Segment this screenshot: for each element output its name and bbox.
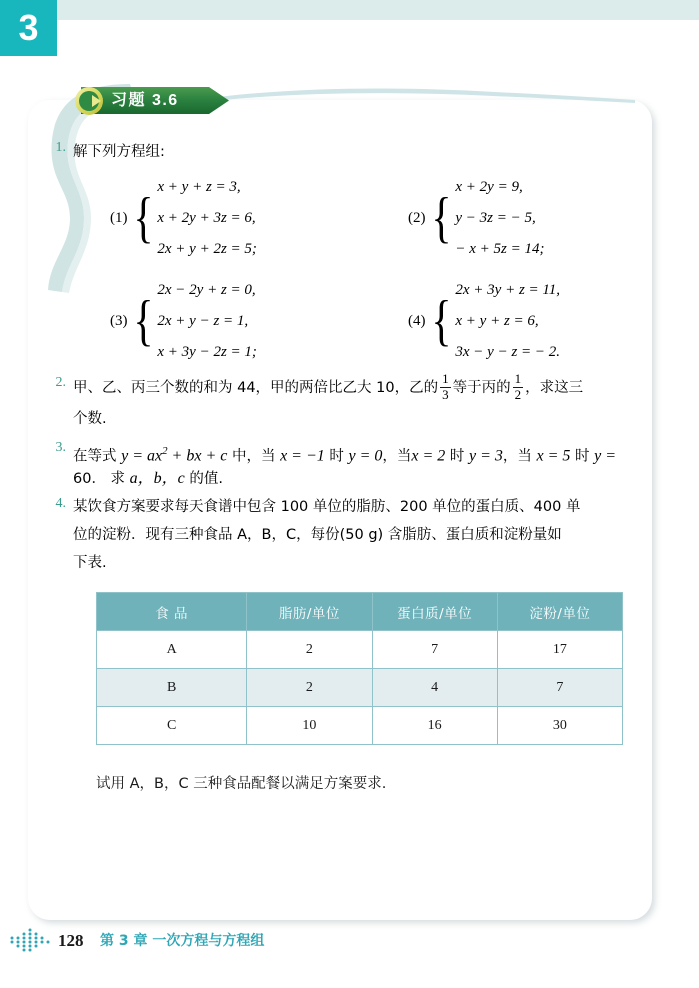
equation: 2x − 2y + z = 0,	[157, 282, 256, 298]
dot-pattern-icon	[8, 928, 52, 954]
cell-starch: 7	[497, 669, 622, 707]
equation-system-4	[408, 275, 560, 368]
fraction-numerator: 1	[514, 371, 522, 386]
condition-y1: y = 0	[348, 447, 383, 465]
cell-fat: 10	[247, 707, 372, 745]
chapter-number-tab: 3	[0, 0, 57, 56]
column-header-protein: 蛋白质/单位	[372, 593, 497, 631]
equation: x + y + z = 6,	[455, 313, 539, 329]
column-header-fat: 脂肪/单位	[247, 593, 372, 631]
condition-y2: y = 3	[469, 447, 503, 465]
cell-food: C	[97, 707, 247, 745]
problem-2-text-a: 甲、乙、丙三个数的和为 44，甲的两倍比乙大 10，乙的	[73, 379, 439, 396]
table-row	[97, 631, 623, 669]
system-1-label: (1)	[110, 210, 128, 226]
problem-2-line-1	[73, 372, 583, 402]
cell-food: B	[97, 669, 247, 707]
problem-3-formula-2: + bx + c	[167, 447, 228, 465]
problem-number-2: 2.	[55, 375, 66, 390]
equation: 2x + y + 2z = 5;	[157, 241, 257, 257]
condition-x1: x = −1	[280, 447, 325, 465]
problem-number-1: 1.	[55, 140, 66, 155]
page-footer	[0, 928, 699, 962]
column-header-starch: 淀粉/单位	[497, 593, 622, 631]
fraction-one-half	[513, 372, 524, 402]
column-header-food: 食 品	[97, 593, 247, 631]
cell-starch: 17	[497, 631, 622, 669]
problem-number-4: 4.	[55, 496, 66, 511]
brace-icon: {	[132, 186, 154, 249]
fraction-denominator: 3	[442, 386, 449, 402]
cell-food: A	[97, 631, 247, 669]
table-row	[97, 669, 623, 707]
problem-1-stem: 解下列方程组:	[73, 144, 165, 160]
banner-title: 习题 3.6	[111, 92, 179, 109]
problem-3-text-c: 60． 求	[73, 471, 130, 487]
system-4-label: (4)	[408, 313, 426, 329]
closing-instruction: 试用 A，B，C 三种食品配餐以满足方案要求.	[96, 776, 387, 792]
equation: 2x + y − z = 1,	[157, 313, 249, 329]
problem-3-text-a: 在等式	[73, 448, 122, 465]
equation: x + 2y = 9,	[455, 179, 523, 195]
brace-icon: {	[430, 289, 452, 352]
equation: x + 3y − 2z = 1;	[157, 344, 257, 360]
cell-fat: 2	[247, 669, 372, 707]
table-row	[97, 707, 623, 745]
exponent: 2	[162, 445, 168, 457]
equation-system-3	[110, 275, 257, 368]
problem-4-line-1: 某饮食方案要求每天食谱中包含 100 单位的脂肪、200 单位的蛋白质、400 单	[73, 499, 581, 515]
cell-starch: 30	[497, 707, 622, 745]
problem-3-text-d: 的值.	[184, 471, 223, 487]
page-number: 128	[58, 931, 84, 950]
cell-protein: 4	[372, 669, 497, 707]
condition-y3: y =	[594, 447, 617, 465]
equation: y − 3z = − 5,	[455, 210, 536, 226]
equation: x + 2y + 3z = 6,	[157, 210, 256, 226]
problem-number-3: 3.	[55, 440, 66, 455]
problem-3-line-1	[73, 438, 616, 469]
brace-icon: {	[132, 289, 154, 352]
fraction-one-third	[440, 372, 451, 402]
top-decorative-band	[0, 0, 699, 20]
footer-chapter-title: 第 3 章 一次方程与方程组	[100, 933, 265, 949]
cell-protein: 16	[372, 707, 497, 745]
conj-2: ，当	[502, 448, 537, 465]
unknowns-abc: a，b，c	[129, 470, 185, 487]
nutrition-table	[96, 592, 623, 745]
fraction-denominator: 2	[514, 386, 522, 402]
condition-x2: x = 2	[411, 447, 446, 465]
system-3-label: (3)	[110, 313, 128, 329]
condition-x3: x = 5	[536, 447, 571, 465]
equation-system-2	[408, 172, 545, 265]
system-2-label: (2)	[408, 210, 426, 226]
problem-3-formula: y = ax	[121, 447, 163, 465]
time-word-1: 时	[324, 448, 349, 465]
equation: x + y + z = 3,	[157, 179, 241, 195]
equation: 2x + 3y + z = 11,	[455, 282, 561, 298]
time-word-2: 时	[445, 448, 470, 465]
problem-2-text-c: ，求这三	[525, 379, 584, 396]
equation: 3x − y − z = − 2.	[455, 344, 561, 360]
equation: − x + 5z = 14;	[455, 241, 545, 257]
conj-1: ，当	[382, 448, 412, 465]
fraction-numerator: 1	[442, 371, 449, 386]
cell-protein: 7	[372, 631, 497, 669]
time-word-3: 时	[570, 448, 595, 465]
brace-icon: {	[430, 186, 452, 249]
problem-2-text-b: 等于丙的	[452, 379, 511, 396]
problem-3-line-2	[73, 466, 223, 492]
problem-4-line-2: 位的淀粉．现有三种食品 A，B，C，每份(50 g) 含脂肪、蛋白质和淀粉量如	[73, 527, 562, 543]
table-header-row	[97, 593, 623, 631]
equation-system-1	[110, 172, 257, 265]
problem-4-line-3: 下表.	[73, 555, 107, 571]
problem-3-text-b: 中，当	[227, 448, 281, 465]
cell-fat: 2	[247, 631, 372, 669]
problem-2-line-2: 个数.	[73, 411, 107, 427]
